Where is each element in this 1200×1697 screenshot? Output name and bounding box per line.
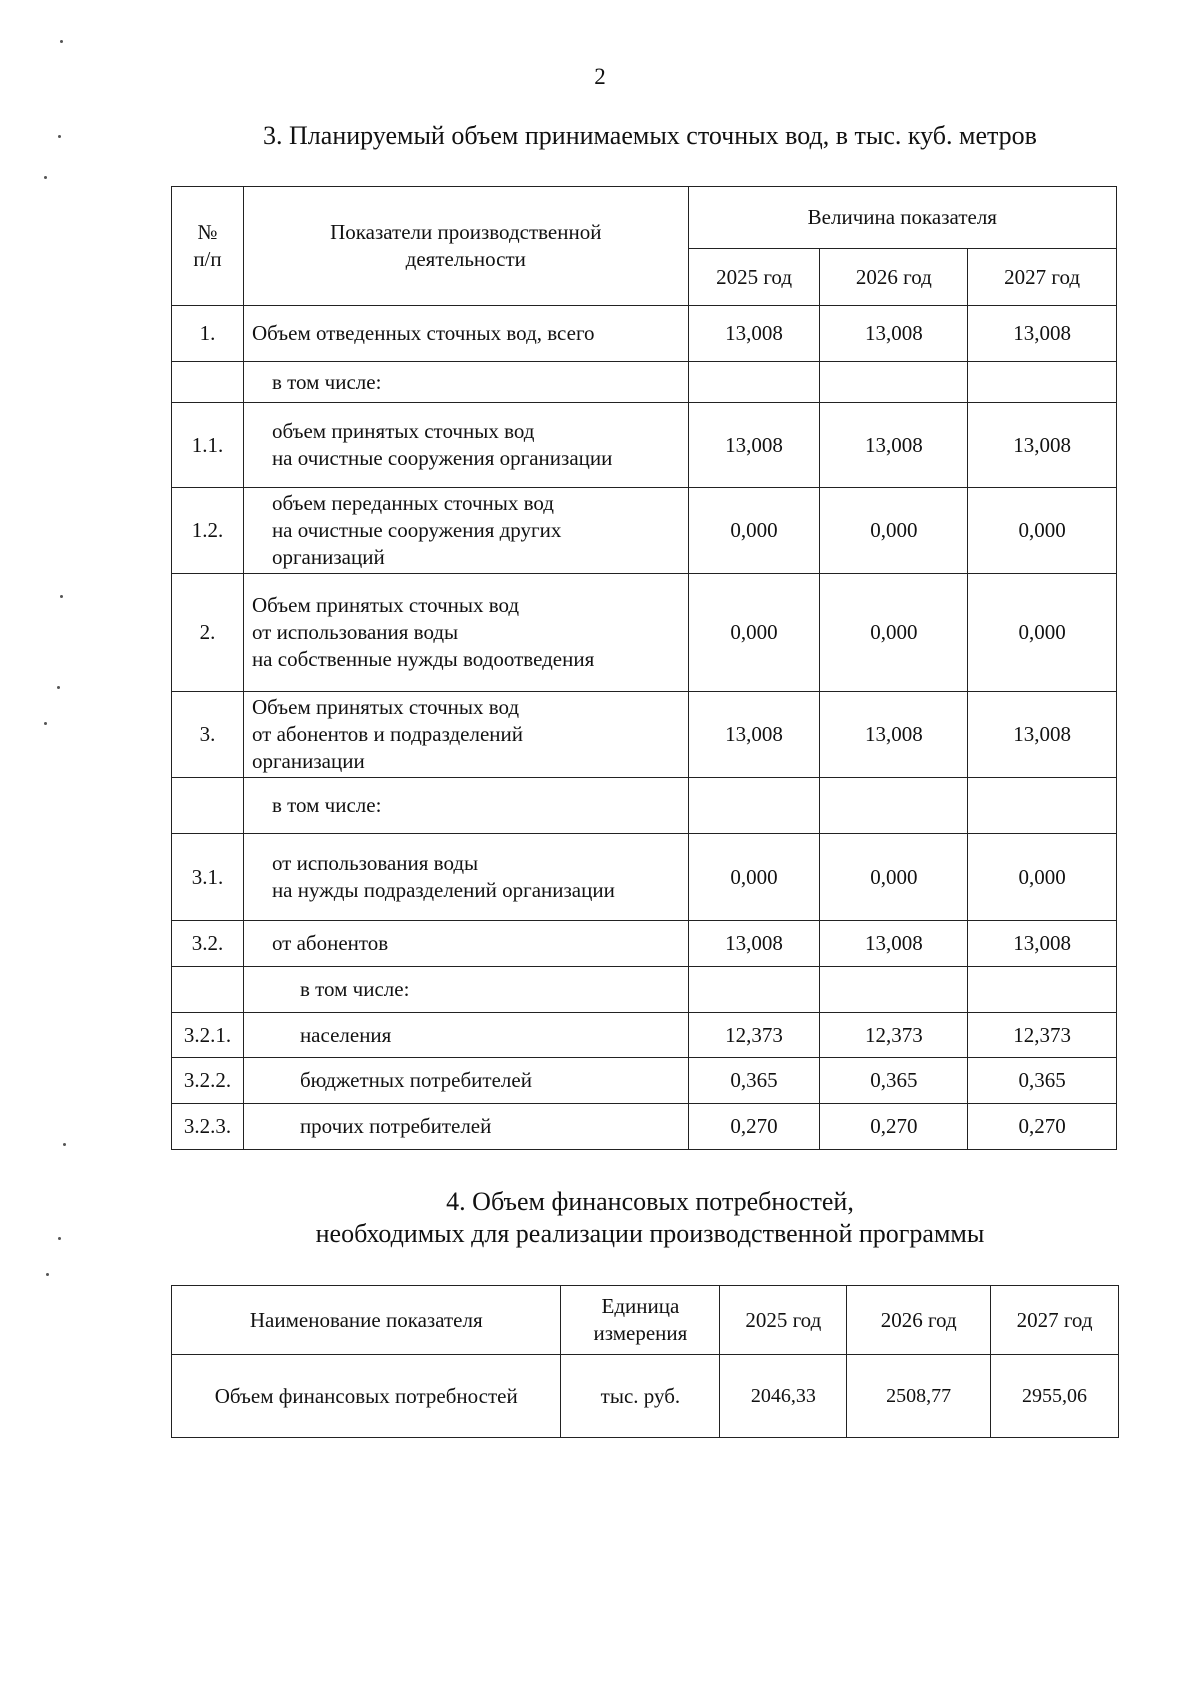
header-unit: Единица измерения xyxy=(561,1286,720,1355)
indicator-name-cell: населения xyxy=(243,1013,688,1058)
table-row xyxy=(172,403,1117,488)
value-2027-cell: 13,008 xyxy=(968,692,1117,778)
table-row xyxy=(172,1355,1119,1438)
value-2026-cell: 13,008 xyxy=(820,921,968,967)
scan-speck xyxy=(58,135,61,138)
table-row xyxy=(172,921,1117,967)
scan-speck xyxy=(44,722,47,725)
row-number-cell: 3.1. xyxy=(172,834,244,921)
header-year-2026: 2026 год xyxy=(847,1286,991,1355)
table-row xyxy=(172,834,1117,921)
indicator-name-cell: Объем принятых сточных вод от использования воды на собственные нужды водоотведения xyxy=(243,574,688,692)
table-row xyxy=(172,306,1117,362)
row-number-cell: 1.2. xyxy=(172,488,244,574)
scan-speck xyxy=(57,686,60,689)
value-2025-cell: 12,373 xyxy=(688,1013,820,1058)
value-2025-cell: 0,000 xyxy=(688,834,820,921)
table-row xyxy=(172,574,1117,692)
value-2027-cell: 13,008 xyxy=(968,921,1117,967)
value-2025-cell: 0,365 xyxy=(688,1058,820,1104)
section-4-title-line-1: 4. Объем финансовых потребностей, xyxy=(446,1187,854,1216)
header-row-number: № п/п xyxy=(172,187,244,306)
value-2026-cell: 0,270 xyxy=(820,1104,968,1150)
table-row xyxy=(172,967,1117,1013)
value-2025-cell: 13,008 xyxy=(688,692,820,778)
value-2026-cell xyxy=(820,778,968,834)
value-2025-cell: 2046,33 xyxy=(720,1355,847,1438)
value-2027-cell xyxy=(968,967,1117,1013)
value-2026-cell xyxy=(820,362,968,403)
table-row xyxy=(172,488,1117,574)
page-number: 2 xyxy=(594,64,606,89)
financial-needs-table xyxy=(171,1285,1119,1438)
value-2026-cell: 13,008 xyxy=(820,692,968,778)
table-row xyxy=(172,1013,1117,1058)
header-year-2026: 2026 год xyxy=(820,249,968,306)
value-2025-cell: 13,008 xyxy=(688,306,820,362)
wastewater-volume-table xyxy=(171,186,1117,1150)
section-3-title: 3. Планируемый объем принимаемых сточных вод, в тыс. куб. метров xyxy=(263,121,1037,150)
indicator-name-cell: от использования воды на нужды подразделений организации xyxy=(243,834,688,921)
row-number-cell: 1. xyxy=(172,306,244,362)
indicator-name-cell: в том числе: xyxy=(243,778,688,834)
value-2027-cell: 13,008 xyxy=(968,306,1117,362)
scan-speck xyxy=(44,176,47,179)
row-number-cell: 3.2.3. xyxy=(172,1104,244,1150)
value-2026-cell: 2508,77 xyxy=(847,1355,991,1438)
value-2025-cell xyxy=(688,778,820,834)
table-row xyxy=(172,692,1117,778)
value-2027-cell xyxy=(968,778,1117,834)
table-row xyxy=(172,362,1117,403)
value-2027-cell: 0,270 xyxy=(968,1104,1117,1150)
value-2026-cell: 12,373 xyxy=(820,1013,968,1058)
value-2027-cell: 12,373 xyxy=(968,1013,1117,1058)
value-2026-cell: 13,008 xyxy=(820,306,968,362)
row-number-cell: 2. xyxy=(172,574,244,692)
value-2026-cell: 0,000 xyxy=(820,574,968,692)
row-number-cell xyxy=(172,967,244,1013)
value-2027-cell: 0,365 xyxy=(968,1058,1117,1104)
scan-speck xyxy=(58,1237,61,1240)
header-indicator-value: Величина показателя xyxy=(688,187,1116,249)
value-2027-cell: 2955,06 xyxy=(991,1355,1119,1438)
row-number-cell: 3. xyxy=(172,692,244,778)
row-number-cell: 3.2.1. xyxy=(172,1013,244,1058)
value-2025-cell: 13,008 xyxy=(688,921,820,967)
scan-speck xyxy=(46,1273,49,1276)
value-2025-cell: 13,008 xyxy=(688,403,820,488)
table-row xyxy=(172,1058,1117,1104)
header-year-2025: 2025 год xyxy=(720,1286,847,1355)
indicator-name-cell: Объем отведенных сточных вод, всего xyxy=(243,306,688,362)
indicator-name-cell: от абонентов xyxy=(243,921,688,967)
unit-cell: тыс. руб. xyxy=(561,1355,720,1438)
table-row xyxy=(172,778,1117,834)
value-2027-cell: 13,008 xyxy=(968,403,1117,488)
scan-speck xyxy=(63,1143,66,1146)
section-4-title-line-2: необходимых для реализации производственной программы xyxy=(315,1219,985,1248)
indicator-name-cell: прочих потребителей xyxy=(243,1104,688,1150)
scan-speck xyxy=(60,40,63,43)
value-2027-cell: 0,000 xyxy=(968,488,1117,574)
row-number-cell: 3.2. xyxy=(172,921,244,967)
row-number-cell xyxy=(172,778,244,834)
indicator-name-cell: в том числе: xyxy=(243,967,688,1013)
scan-speck xyxy=(60,595,63,598)
row-number-cell: 3.2.2. xyxy=(172,1058,244,1104)
value-2025-cell: 0,000 xyxy=(688,574,820,692)
indicator-name-cell: бюджетных потребителей xyxy=(243,1058,688,1104)
header-indicator-name: Наименование показателя xyxy=(172,1286,561,1355)
value-2027-cell: 0,000 xyxy=(968,574,1117,692)
value-2026-cell: 0,000 xyxy=(820,488,968,574)
value-2026-cell: 13,008 xyxy=(820,403,968,488)
value-2027-cell xyxy=(968,362,1117,403)
section-4-title xyxy=(160,1186,1140,1250)
value-2025-cell: 0,000 xyxy=(688,488,820,574)
indicator-name-cell: Объем принятых сточных вод от абонентов и подразделений организации xyxy=(243,692,688,778)
value-2027-cell: 0,000 xyxy=(968,834,1117,921)
value-2026-cell: 0,365 xyxy=(820,1058,968,1104)
indicator-name-cell: объем принятых сточных вод на очистные сооружения организации xyxy=(243,403,688,488)
row-number-cell xyxy=(172,362,244,403)
value-2026-cell: 0,000 xyxy=(820,834,968,921)
header-year-2025: 2025 год xyxy=(688,249,820,306)
value-2025-cell xyxy=(688,362,820,403)
value-2025-cell xyxy=(688,967,820,1013)
header-year-2027: 2027 год xyxy=(968,249,1117,306)
table-row xyxy=(172,1104,1117,1150)
header-indicator: Показатели производственной деятельности xyxy=(243,187,688,306)
indicator-name-cell: объем переданных сточных вод на очистные сооружения других организаций xyxy=(243,488,688,574)
value-2025-cell: 0,270 xyxy=(688,1104,820,1150)
indicator-name-cell: в том числе: xyxy=(243,362,688,403)
row-number-cell: 1.1. xyxy=(172,403,244,488)
indicator-name-cell: Объем финансовых потребностей xyxy=(172,1355,561,1438)
value-2026-cell xyxy=(820,967,968,1013)
header-year-2027: 2027 год xyxy=(991,1286,1119,1355)
